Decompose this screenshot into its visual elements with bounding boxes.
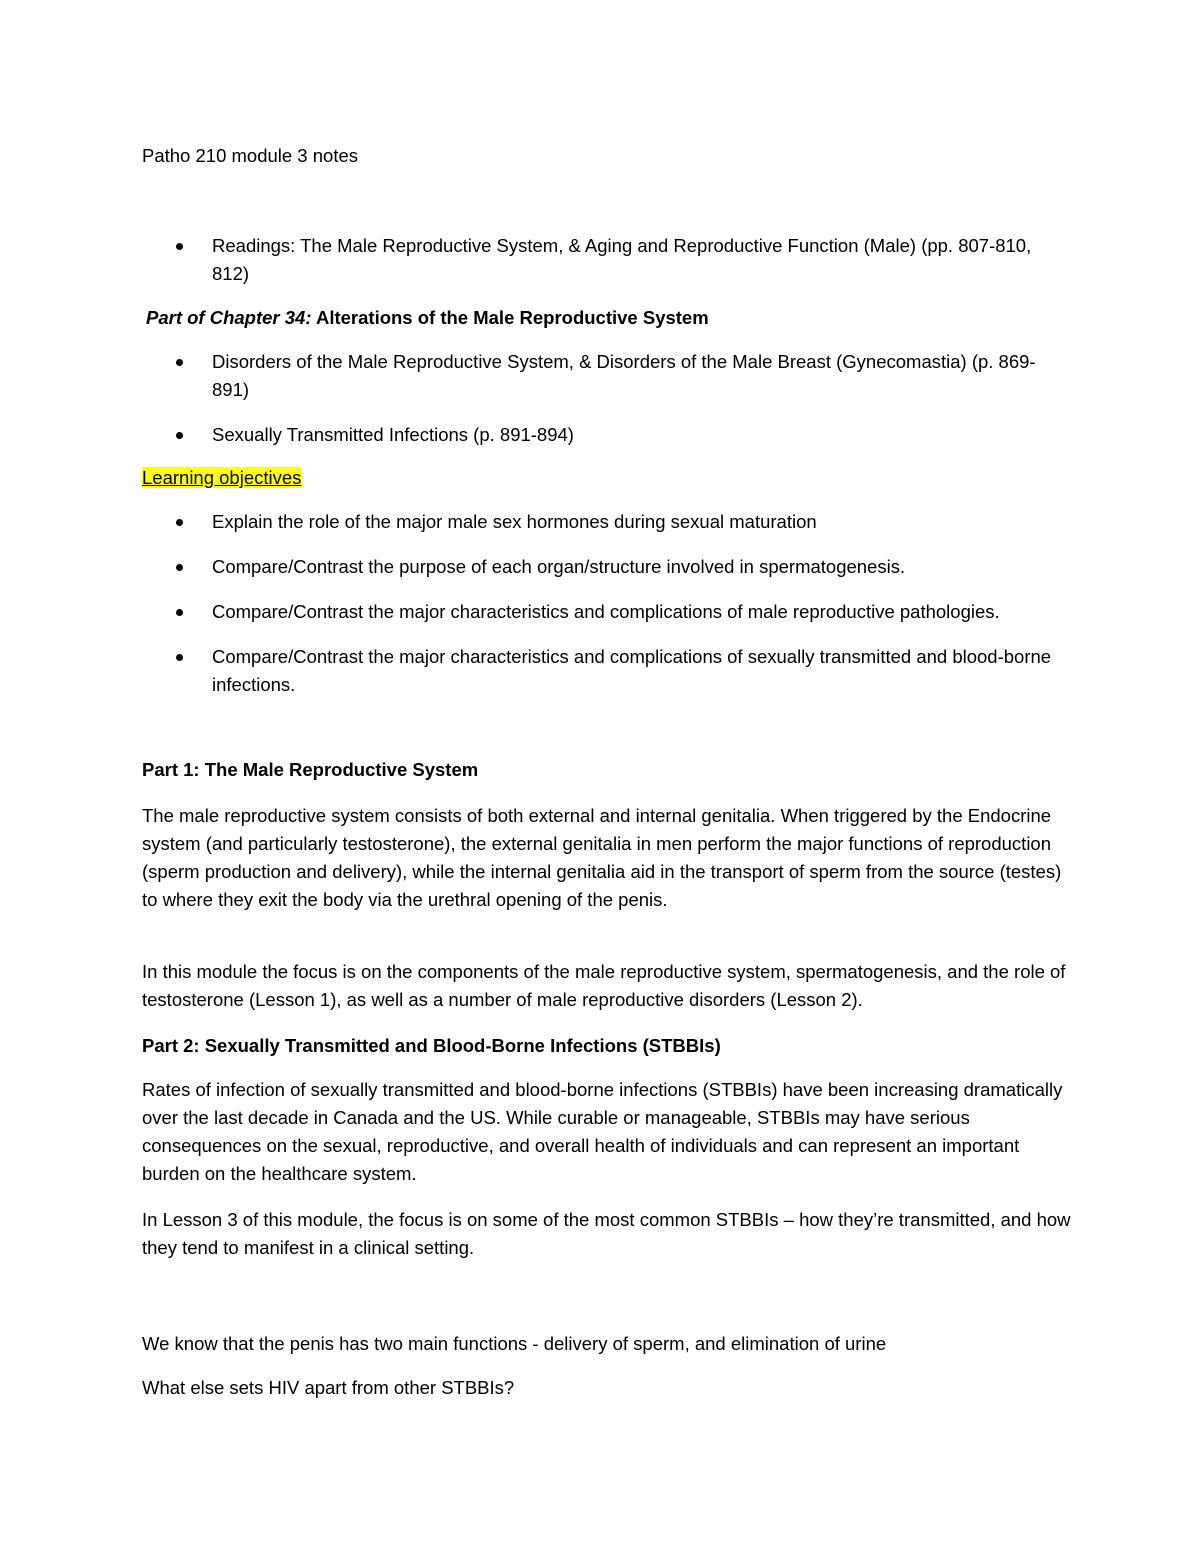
chapter-label: Part of Chapter 34: <box>146 307 312 328</box>
list-item <box>142 508 1072 536</box>
part1-paragraph: The male reproductive system consists of both external and internal genitalia. When triggered by the Endocrine system (and particularly testosterone), the external genitalia in men perform the major functions of reproduction (sperm production and delivery), while the internal genitalia aid in the transport of sperm from the source (testes) to where they exit the body via the urethral opening of the penis. <box>142 805 1062 910</box>
bullet-icon <box>176 564 183 571</box>
objective-text: Compare/Contrast the major characteristics and complications of male reproductive pathologies. <box>212 601 1000 622</box>
note-text: What else sets HIV apart from other STBBIs? <box>142 1377 515 1398</box>
list-item <box>142 421 1072 449</box>
readings-text: Readings: The Male Reproductive System, & Aging and Reproductive Function (Male) (pp. 807-810, 812) <box>212 235 1032 284</box>
part1-paragraph: In this module the focus is on the components of the male reproductive system, spermatogenesis, and the role of testosterone (Lesson 1), as well as a number of male reproductive disorders (Lesson 2). <box>142 961 1066 1010</box>
part2-paragraph: In Lesson 3 of this module, the focus is on some of the most common STBBIs – how they’re transmitted, and how they tend to manifest in a clinical setting. <box>142 1209 1071 1258</box>
document-title: Patho 210 module 3 notes <box>142 145 358 166</box>
part2-heading: Part 2: Sexually Transmitted and Blood-Borne Infections (STBBIs) <box>142 1035 721 1056</box>
chapter-title: Alterations of the Male Reproductive System <box>311 307 709 328</box>
objective-text: Compare/Contrast the major characteristics and complications of sexually transmitted and blood-borne infections. <box>212 646 1052 695</box>
bullet-icon <box>176 609 183 616</box>
part2-paragraph: Rates of infection of sexually transmitted and blood-borne infections (STBBIs) have been increasing dramatically over the last decade in Canada and the US. While curable or manageable, STBBIs may have serious consequences on the sexual, reproductive, and overall health of individuals and can represent an important burden on the healthcare system. <box>142 1079 1063 1184</box>
learning-objectives-label: Learning objectives <box>142 467 302 488</box>
list-item <box>142 643 1072 699</box>
objective-text: Compare/Contrast the purpose of each organ/structure involved in spermatogenesis. <box>212 556 906 577</box>
list-item <box>142 598 1072 626</box>
note-text: We know that the penis has two main functions - delivery of sperm, and elimination of urine <box>142 1333 887 1354</box>
chapter-item-text: Sexually Transmitted Infections (p. 891-894) <box>212 424 574 445</box>
learning-objectives-list <box>142 508 1072 716</box>
chapter-items-list <box>142 348 1072 466</box>
list-item <box>142 348 1072 404</box>
list-item <box>142 553 1072 581</box>
bullet-icon <box>176 359 183 366</box>
learning-objectives-heading <box>142 464 1072 492</box>
list-item <box>142 232 1072 288</box>
chapter-heading <box>146 304 1076 332</box>
bullet-icon <box>176 654 183 661</box>
part1-heading: Part 1: The Male Reproductive System <box>142 759 479 780</box>
readings-list <box>142 232 1072 305</box>
bullet-icon <box>176 519 183 526</box>
bullet-icon <box>176 243 183 250</box>
chapter-item-text: Disorders of the Male Reproductive System, & Disorders of the Male Breast (Gynecomastia) (p. 869-891) <box>212 351 1036 400</box>
bullet-icon <box>176 432 183 439</box>
objective-text: Explain the role of the major male sex hormones during sexual maturation <box>212 511 817 532</box>
